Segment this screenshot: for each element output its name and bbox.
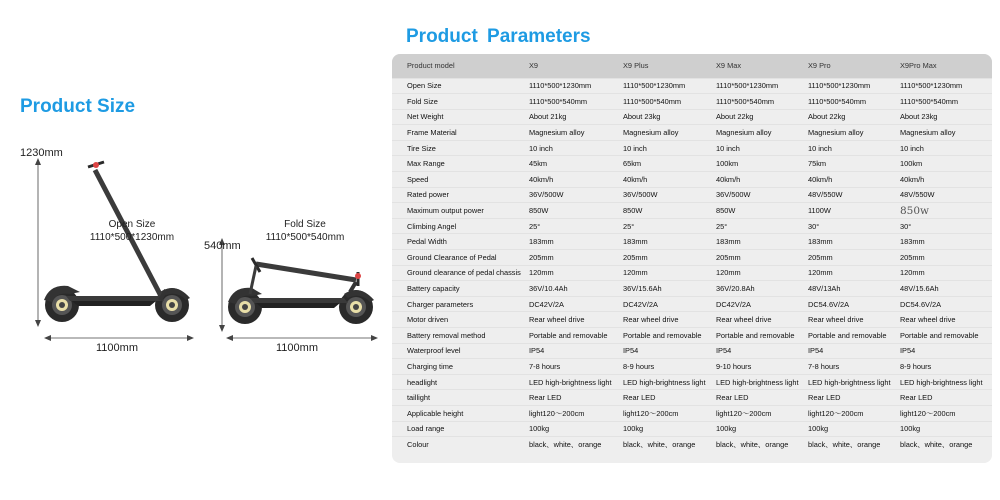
parameter-value-cell: IP54 — [615, 343, 708, 359]
parameter-value-cell: DC54.6V/2A — [892, 296, 992, 312]
parameter-value-cell: 36V/500W — [708, 187, 800, 203]
fold-size-caption-line2: 1110*500*540mm — [265, 232, 345, 243]
parameter-value-cell: 36V/10.4Ah — [522, 281, 615, 297]
table-row — [392, 405, 992, 421]
parameter-value-cell: 10 inch — [615, 140, 708, 156]
parameter-value-cell: LED high-brightness light — [800, 374, 892, 390]
parameter-value-cell: 8-9 hours — [615, 359, 708, 375]
fold-length-dimension — [226, 335, 378, 341]
parameter-value-cell: 75km — [800, 156, 892, 172]
parameter-value-cell: 48V/550W — [800, 187, 892, 203]
parameter-value-cell: 183mm — [800, 234, 892, 250]
parameter-value-cell: 1110*500*540mm — [708, 94, 800, 110]
parameter-name-cell: Net Weight — [392, 109, 522, 125]
parameter-value-cell: 183mm — [708, 234, 800, 250]
parameter-name-cell: Ground clearance of pedal chassis — [392, 265, 522, 281]
parameter-value-cell: 10 inch — [800, 140, 892, 156]
parameter-name-cell: Charging time — [392, 359, 522, 375]
parameter-value-cell: Portable and removable — [615, 328, 708, 344]
parameter-value-cell: Magnesium alloy — [522, 125, 615, 141]
table-row — [392, 94, 992, 110]
parameter-value-cell: 7-8 hours — [800, 359, 892, 375]
table-header-cell: X9 Pro — [800, 54, 892, 78]
open-length-label: 1100mm — [96, 342, 138, 354]
open-height-label: 1230mm — [20, 147, 63, 159]
parameter-value-cell: 7-8 hours — [522, 359, 615, 375]
parameter-value-cell: Magnesium alloy — [892, 125, 992, 141]
parameter-name-cell: Tire Size — [392, 140, 522, 156]
product-size-illustration — [0, 0, 390, 360]
table-row — [392, 109, 992, 125]
parameter-value-cell: 1110*500*540mm — [892, 94, 992, 110]
table-row — [392, 265, 992, 281]
fold-height-label: 540mm — [204, 240, 241, 252]
parameter-value-cell: black、white、orange — [892, 437, 992, 453]
fold-size-caption-line1: Fold Size — [284, 219, 326, 230]
parameter-value-cell: Portable and removable — [708, 328, 800, 344]
parameter-value-cell: 205mm — [892, 250, 992, 266]
table-row — [392, 374, 992, 390]
parameter-value-cell: 850w — [892, 203, 992, 219]
parameter-value-cell: 36V/500W — [522, 187, 615, 203]
parameter-name-cell: Speed — [392, 172, 522, 188]
fold-size-caption — [258, 218, 352, 244]
parameter-name-cell: Load range — [392, 421, 522, 437]
parameter-value-cell: DC54.6V/2A — [800, 296, 892, 312]
parameter-value-cell: 48V/550W — [892, 187, 992, 203]
parameter-name-cell: Applicable height — [392, 405, 522, 421]
table-row — [392, 203, 992, 219]
parameter-value-cell: 120mm — [892, 265, 992, 281]
parameter-value-cell: DC42V/2A — [615, 296, 708, 312]
parameter-value-cell: Rear wheel drive — [800, 312, 892, 328]
parameter-value-cell: DC42V/2A — [708, 296, 800, 312]
parameter-value-cell: 1110*500*540mm — [800, 94, 892, 110]
table-row — [392, 328, 992, 344]
parameter-value-cell: LED high-brightness light — [522, 374, 615, 390]
parameter-name-cell: Open Size — [392, 78, 522, 94]
parameter-value-cell: 205mm — [800, 250, 892, 266]
table-header-cell: X9 — [522, 54, 615, 78]
parameter-value-cell: 10 inch — [892, 140, 992, 156]
parameter-value-cell: 1110*500*1230mm — [800, 78, 892, 94]
parameter-value-cell: Rear LED — [615, 390, 708, 406]
parameter-value-cell: 183mm — [892, 234, 992, 250]
parameter-name-cell: Fold Size — [392, 94, 522, 110]
parameter-name-cell: Battery capacity — [392, 281, 522, 297]
parameter-value-cell: black、white、orange — [615, 437, 708, 453]
table-row — [392, 250, 992, 266]
parameter-value-cell: 850W — [615, 203, 708, 219]
table-row — [392, 343, 992, 359]
table-header-cell: X9Pro Max — [892, 54, 992, 78]
table-row — [392, 172, 992, 188]
parameter-value-cell: Rear wheel drive — [522, 312, 615, 328]
parameter-value-cell: black、white、orange — [522, 437, 615, 453]
parameter-value-cell: 40km/h — [892, 172, 992, 188]
parameter-value-cell: 1110*500*540mm — [615, 94, 708, 110]
parameter-value-cell: 25° — [522, 218, 615, 234]
parameter-value-cell: black、white、orange — [708, 437, 800, 453]
parameter-value-cell: 120mm — [615, 265, 708, 281]
parameter-value-cell: DC42V/2A — [522, 296, 615, 312]
table-header-cell: Product model — [392, 54, 522, 78]
parameter-value-cell: 45km — [522, 156, 615, 172]
parameter-value-cell: About 21kg — [522, 109, 615, 125]
parameter-value-cell: 40km/h — [615, 172, 708, 188]
table-header-cell: X9 Max — [708, 54, 800, 78]
parameter-value-cell: 850W — [708, 203, 800, 219]
parameter-value-cell: Rear LED — [892, 390, 992, 406]
parameter-value-cell: light120～200cm — [615, 405, 708, 421]
parameter-value-cell: About 23kg — [892, 109, 992, 125]
parameter-name-cell: taillight — [392, 390, 522, 406]
product-size-title: Product Size — [20, 96, 136, 117]
parameter-name-cell: Battery removal method — [392, 328, 522, 344]
parameter-value-cell: 183mm — [615, 234, 708, 250]
table-row — [392, 359, 992, 375]
parameter-value-cell: 205mm — [615, 250, 708, 266]
parameter-value-cell: 8-9 hours — [892, 359, 992, 375]
open-size-caption-line1: Open Size — [108, 219, 156, 230]
parameter-value-cell: IP54 — [892, 343, 992, 359]
parameter-value-cell: light120～200cm — [800, 405, 892, 421]
table-row — [392, 296, 992, 312]
parameter-name-cell: Charger parameters — [392, 296, 522, 312]
parameter-value-cell: 36V/500W — [615, 187, 708, 203]
parameter-value-cell: 120mm — [800, 265, 892, 281]
parameter-value-cell: 100kg — [522, 421, 615, 437]
parameter-name-cell: Climbing Angel — [392, 218, 522, 234]
parameter-value-cell: Rear LED — [708, 390, 800, 406]
parameter-name-cell: Rated power — [392, 187, 522, 203]
parameter-name-cell: Pedal Width — [392, 234, 522, 250]
parameter-value-cell: 100kg — [892, 421, 992, 437]
parameter-value-cell: Rear LED — [522, 390, 615, 406]
parameter-value-cell: LED high-brightness light — [892, 374, 992, 390]
parameter-value-cell: 100km — [708, 156, 800, 172]
parameter-value-cell: 205mm — [522, 250, 615, 266]
table-row — [392, 78, 992, 94]
table-row — [392, 390, 992, 406]
parameter-value-cell: 36V/20.8Ah — [708, 281, 800, 297]
parameter-value-cell: Portable and removable — [522, 328, 615, 344]
parameter-name-cell: Ground Clearance of Pedal — [392, 250, 522, 266]
parameter-value-cell: 1110*500*540mm — [522, 94, 615, 110]
parameter-value-cell: 48V/15.6Ah — [892, 281, 992, 297]
parameter-value-cell: 205mm — [708, 250, 800, 266]
parameter-value-cell: black、white、orange — [800, 437, 892, 453]
parameter-value-cell: 36V/15.6Ah — [615, 281, 708, 297]
parameter-value-cell: About 23kg — [615, 109, 708, 125]
parameter-value-cell: 9-10 hours — [708, 359, 800, 375]
parameter-value-cell: light120～200cm — [708, 405, 800, 421]
table-row — [392, 187, 992, 203]
parameter-value-cell: IP54 — [708, 343, 800, 359]
parameter-value-cell: Rear wheel drive — [615, 312, 708, 328]
parameter-value-cell: Portable and removable — [892, 328, 992, 344]
parameters-panel — [392, 54, 992, 463]
parameter-value-cell: LED high-brightness light — [708, 374, 800, 390]
parameter-value-cell: IP54 — [800, 343, 892, 359]
parameter-value-cell: IP54 — [522, 343, 615, 359]
parameter-value-cell: 1100W — [800, 203, 892, 219]
fold-scooter-image — [228, 258, 374, 324]
table-row — [392, 125, 992, 141]
parameter-value-cell: 100kg — [708, 421, 800, 437]
parameter-value-cell: 48V/13Ah — [800, 281, 892, 297]
product-parameters-title: Product Parameters — [406, 26, 591, 47]
open-height-dimension — [35, 158, 41, 327]
parameter-value-cell: 25° — [615, 218, 708, 234]
parameters-table — [392, 54, 992, 452]
parameter-value-cell: 65km — [615, 156, 708, 172]
parameter-value-cell: 10 inch — [708, 140, 800, 156]
table-header-row — [392, 54, 992, 78]
open-size-caption — [86, 218, 178, 244]
parameter-value-cell: LED high-brightness light — [615, 374, 708, 390]
parameter-value-cell: Magnesium alloy — [800, 125, 892, 141]
parameter-value-cell: 1110*500*1230mm — [708, 78, 800, 94]
open-size-caption-line2: 1110*500*1230mm — [89, 232, 175, 243]
parameter-name-cell: Maximum output power — [392, 203, 522, 219]
parameter-value-cell: Rear LED — [800, 390, 892, 406]
parameter-value-cell: Rear wheel drive — [892, 312, 992, 328]
parameter-value-cell: Magnesium alloy — [708, 125, 800, 141]
parameter-value-cell: 10 inch — [522, 140, 615, 156]
table-row — [392, 312, 992, 328]
parameter-value-cell: 1110*500*1230mm — [522, 78, 615, 94]
fold-length-label: 1100mm — [276, 342, 318, 354]
parameter-value-cell: 120mm — [522, 265, 615, 281]
parameter-value-cell: Rear wheel drive — [708, 312, 800, 328]
parameter-value-cell: 1110*500*1230mm — [615, 78, 708, 94]
open-length-dimension — [44, 335, 194, 341]
parameter-value-cell: Magnesium alloy — [615, 125, 708, 141]
parameter-value-cell: 850W — [522, 203, 615, 219]
parameter-value-cell: 30° — [800, 218, 892, 234]
table-row — [392, 156, 992, 172]
table-row — [392, 281, 992, 297]
parameter-value-cell: Portable and removable — [800, 328, 892, 344]
parameter-value-cell: 40km/h — [522, 172, 615, 188]
table-row — [392, 421, 992, 437]
parameter-value-cell: 183mm — [522, 234, 615, 250]
parameter-value-cell: light120～200cm — [522, 405, 615, 421]
parameter-value-cell: 30° — [892, 218, 992, 234]
parameter-value-cell: 1110*500*1230mm — [892, 78, 992, 94]
parameter-value-cell: 40km/h — [800, 172, 892, 188]
parameter-value-cell: About 22kg — [800, 109, 892, 125]
table-row — [392, 234, 992, 250]
fold-height-dimension — [219, 238, 225, 332]
parameter-name-cell: Frame Material — [392, 125, 522, 141]
parameter-value-cell: 25° — [708, 218, 800, 234]
parameter-value-cell: 100kg — [615, 421, 708, 437]
parameter-value-cell: 100kg — [800, 421, 892, 437]
parameter-name-cell: headlight — [392, 374, 522, 390]
parameter-value-cell: 40km/h — [708, 172, 800, 188]
parameter-value-cell: 120mm — [708, 265, 800, 281]
parameter-name-cell: Colour — [392, 437, 522, 453]
table-header-cell: X9 Plus — [615, 54, 708, 78]
table-row — [392, 218, 992, 234]
table-row — [392, 140, 992, 156]
table-row — [392, 437, 992, 453]
parameter-value-cell: 100km — [892, 156, 992, 172]
parameter-name-cell: Motor driven — [392, 312, 522, 328]
parameter-name-cell: Max Range — [392, 156, 522, 172]
parameter-value-cell: light120～200cm — [892, 405, 992, 421]
parameter-value-cell: About 22kg — [708, 109, 800, 125]
parameter-name-cell: Waterproof level — [392, 343, 522, 359]
